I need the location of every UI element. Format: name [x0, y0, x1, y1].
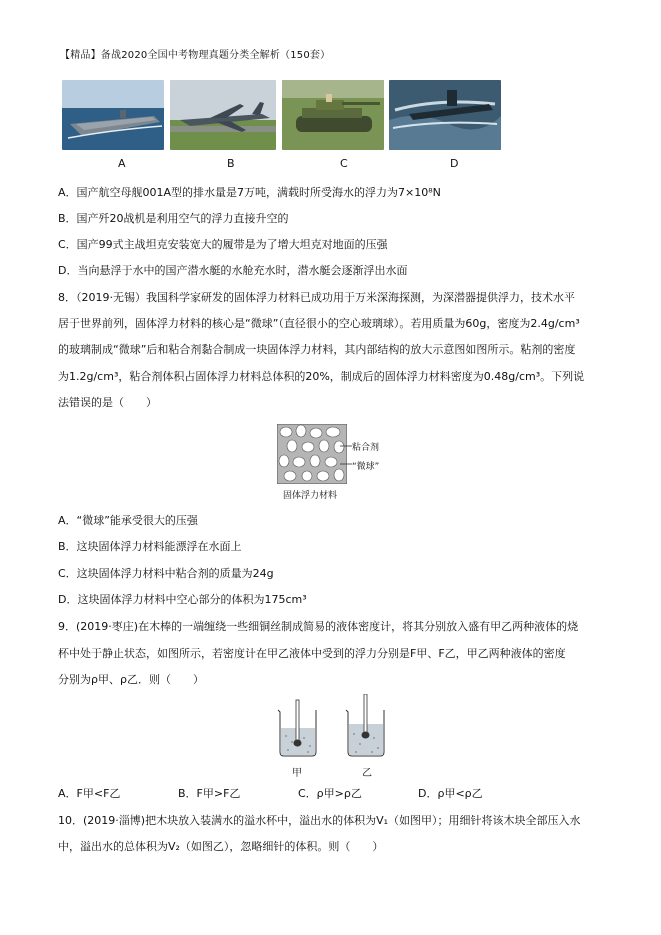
- q8-option-d: D．这块固体浮力材料中空心部分的体积为175cm³: [58, 593, 307, 606]
- submarine-photo: [389, 80, 501, 150]
- q9-option-b: B．F甲>F乙: [178, 787, 241, 800]
- photo-label-c: C: [340, 157, 348, 170]
- tank-photo: [282, 80, 384, 150]
- photo-label-d: D: [450, 157, 459, 170]
- q7-option-a: A．国产航空母舰001A型的排水量是7万吨，满载时所受海水的浮力为7×10⁸N: [58, 186, 441, 199]
- page-header: 【精品】备战2020全国中考物理真题分类全解析（150套）: [60, 50, 331, 61]
- q9-stem-line-1: 9．(2019·枣庄)在木棒的一端缠绕一些细铜丝制成简易的液体密度计，将其分别放入盛有甲乙两种液体的烧: [58, 620, 579, 633]
- fighter-jet-photo: [170, 80, 276, 150]
- q7-option-c: C．国产99式主战坦克安装宽大的履带是为了增大坦克对地面的压强: [58, 238, 388, 251]
- q7-option-d: D．当向悬浮于水中的国产潜水艇的水舱充水时，潜水艇会逐渐浮出水面: [58, 264, 408, 277]
- q10-stem-line-1: 10．(2019·淄博)把木块放入装满水的溢水杯中，溢出水的体积为V₁（如图甲）；用细针将该木块全部压入水: [58, 814, 581, 827]
- q8-stem-line-3: 的玻璃制成“微球”后和粘合剂黏合制成一块固体浮力材料，其内部结构的放大示意图如图所示。粘剂的密度: [58, 343, 576, 356]
- q9-stem-line-3: 分别为ρ甲、ρ乙．则（ ）: [58, 673, 204, 686]
- hydrometer-beakers-diagram: [274, 694, 394, 758]
- q9-option-d: D．ρ甲<ρ乙: [418, 787, 483, 800]
- q8-stem-line-2: 居于世界前列，固体浮力材料的核心是“微球”（直径很小的空心玻璃球）。若用质量为60g，密度为2.4g/cm³: [58, 317, 580, 330]
- q7-option-b: B．国产歼20战机是利用空气的浮力直接升空的: [58, 212, 289, 225]
- q8-option-a: A．“微球”能承受很大的压强: [58, 514, 198, 527]
- q8-option-c: C．这块固体浮力材料中粘合剂的质量为24g: [58, 567, 274, 580]
- q8-stem-line-4: 为1.2g/cm³，粘合剂体积占固体浮力材料总体积的20%，制成后的固体浮力材料密度为0.48g/cm³。下列说: [58, 370, 585, 383]
- buoyancy-material-diagram: [277, 424, 347, 484]
- q9-option-a: A．F甲<F乙: [58, 787, 121, 800]
- aircraft-carrier-photo: [62, 80, 164, 150]
- q8-stem-line-1: 8．（2019·无锡）我国科学家研发的固体浮力材料已成功用于万米深海探测，为深潜器提供浮力，技术水平: [58, 291, 575, 304]
- q9-option-c: C．ρ甲>ρ乙: [298, 787, 362, 800]
- material-caption: 固体浮力材料: [283, 491, 338, 501]
- microsphere-label: “微球”: [352, 462, 380, 472]
- q8-option-b: B．这块固体浮力材料能漂浮在水面上: [58, 540, 242, 553]
- photo-label-b: B: [227, 157, 235, 170]
- photo-label-a: A: [118, 157, 126, 170]
- binder-label: 粘合剂: [352, 443, 380, 453]
- q8-stem-line-5: 法错误的是（ ）: [58, 396, 157, 409]
- q10-stem-line-2: 中，溢出水的总体积为V₂（如图乙），忽略细针的体积。则（ ）: [58, 840, 384, 853]
- beaker-label-jia: 甲: [292, 768, 302, 779]
- beaker-label-yi: 乙: [362, 768, 372, 779]
- q9-stem-line-2: 杯中处于静止状态，如图所示，若密度计在甲乙液体中受到的浮力分别是F甲、F乙，甲乙两种液体的密度: [58, 647, 566, 660]
